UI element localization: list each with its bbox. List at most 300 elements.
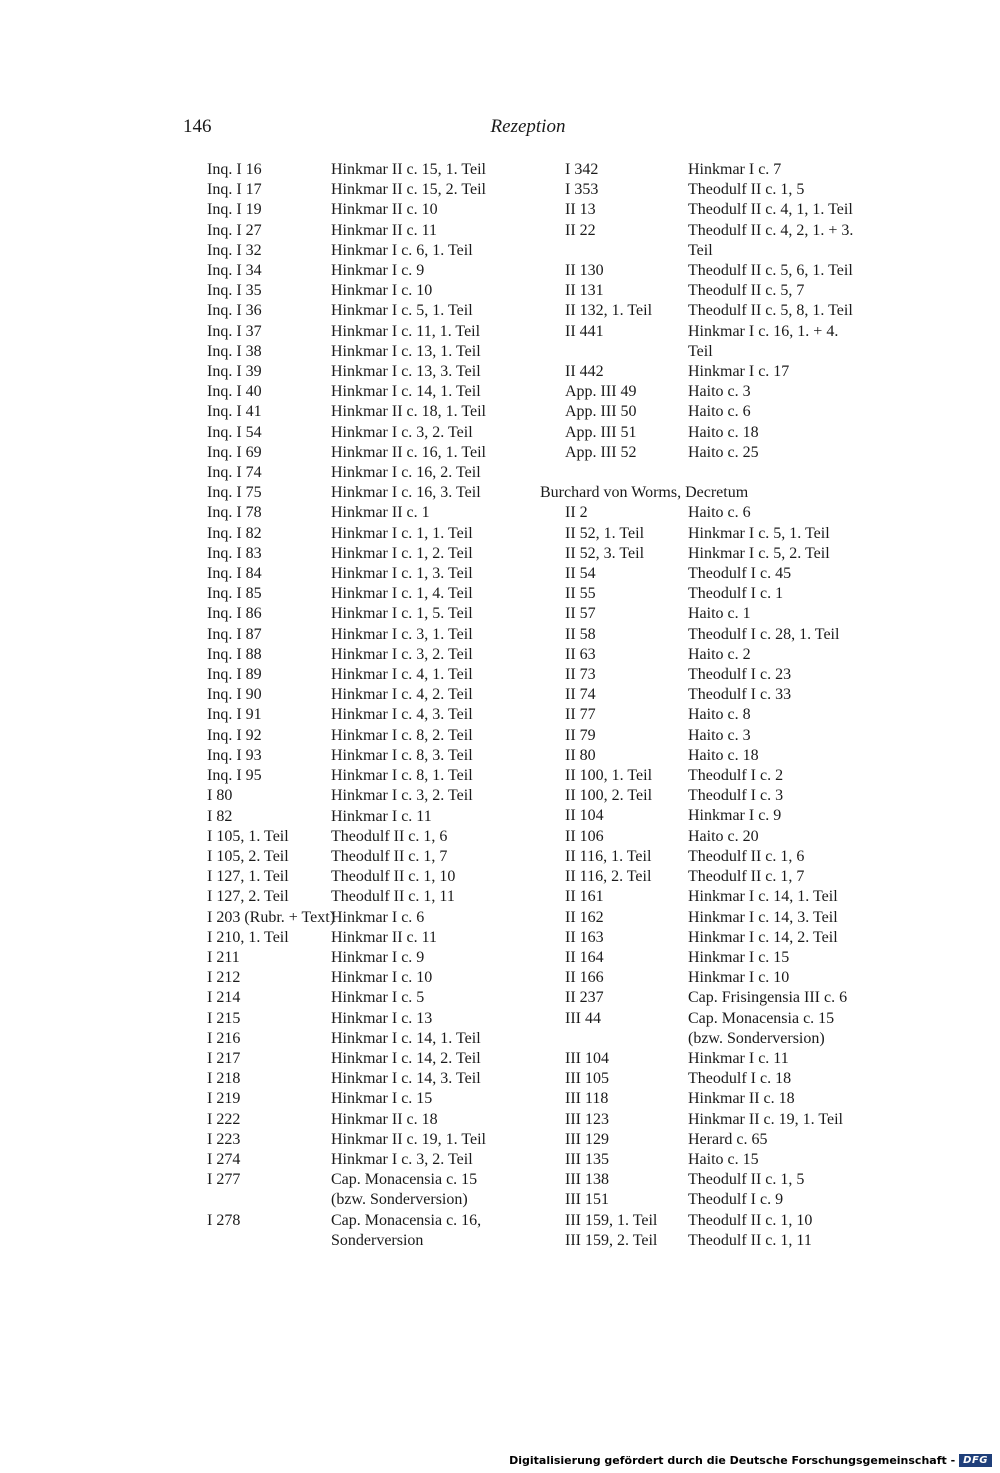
source-reference: Inq. I 90 [207,686,262,704]
source-reference: Inq. I 27 [207,221,262,239]
target-reference [688,301,876,321]
source-reference: II 237 [565,989,604,1007]
concordance-row [540,1211,880,1231]
source-reference: Inq. I 91 [207,706,262,724]
concordance-row [207,402,537,422]
target-line: Hinkmar I c. 1, 4. Teil [331,585,473,603]
target-reference [688,1049,876,1069]
target-line: Hinkmar I c. 1, 2. Teil [331,544,473,562]
target-line: Hinkmar I c. 10 [331,282,433,300]
source-reference: II 79 [565,726,596,744]
target-reference [688,786,876,806]
concordance-row [540,665,880,685]
running-title: Rezeption [490,116,566,137]
target-reference [331,746,536,766]
source-reference: III 159, 1. Teil [565,1211,658,1229]
target-reference [688,261,876,281]
source-reference: Inq. I 16 [207,161,262,178]
source-reference: II 100, 1. Teil [565,767,653,785]
concordance-row [540,180,880,200]
target-line: Haito c. 3 [688,726,751,744]
target-reference [331,1170,536,1210]
concordance-row [540,685,880,705]
concordance-row [207,908,537,928]
target-line: Hinkmar II c. 15, 2. Teil [331,181,486,199]
source-reference: Inq. I 86 [207,605,262,623]
concordance-row [540,766,880,786]
source-reference: I 82 [207,807,233,825]
source-reference: I 219 [207,1090,241,1108]
source-reference: II 162 [565,908,604,926]
target-reference [331,200,536,220]
target-line: Hinkmar I c. 11 [331,807,432,825]
source-reference: III 151 [565,1191,609,1209]
target-reference [331,847,536,867]
target-line: Hinkmar I c. 5, 1. Teil [688,524,830,542]
concordance-row [207,1089,537,1109]
target-reference [688,1130,876,1150]
target-line: Hinkmar I c. 14, 2. Teil [688,928,838,946]
target-reference [688,281,876,301]
target-line: Hinkmar I c. 16, 2. Teil [331,464,481,482]
target-line: Theodulf II c. 1, 5 [688,181,805,199]
source-reference: III 159, 2. Teil [565,1231,658,1249]
target-reference [688,200,876,220]
target-reference [331,1029,536,1049]
target-line: Hinkmar II c. 18, 1. Teil [331,403,486,421]
target-reference [688,1211,876,1231]
source-reference: Inq. I 92 [207,726,262,744]
concordance-row [540,1110,880,1130]
source-reference: II 73 [565,666,596,684]
target-line: Hinkmar I c. 11 [688,1049,789,1067]
concordance-row [540,160,880,180]
concordance-row [207,685,537,705]
source-reference: I 277 [207,1171,241,1189]
source-reference: Inq. I 40 [207,383,262,401]
target-line: Hinkmar I c. 8, 2. Teil [331,726,473,744]
target-line: Sonderversion [331,1231,424,1249]
source-reference: II 74 [565,686,596,704]
target-line: Hinkmar I c. 9 [331,948,425,966]
source-reference: III 129 [565,1130,609,1148]
target-reference [688,524,876,544]
source-reference: I 203 (Rubr. + Text) [207,908,336,926]
source-reference: Inq. I 85 [207,585,262,603]
concordance-row [540,726,880,746]
concordance-row [207,322,537,342]
target-reference [331,726,536,746]
target-reference [331,301,536,321]
target-line: Hinkmar I c. 4, 3. Teil [331,706,473,724]
target-line: Hinkmar I c. 5, 2. Teil [688,544,830,562]
target-line: Hinkmar I c. 1, 1. Teil [331,524,473,542]
target-reference [688,1069,876,1089]
target-line: Theodulf II c. 1, 5 [688,1171,805,1189]
source-reference: II 106 [565,827,604,845]
source-reference: II 80 [565,746,596,764]
concordance-row [207,746,537,766]
target-line: Theodulf II c. 1, 6 [331,827,448,845]
concordance-row [540,645,880,665]
source-reference: II 131 [565,282,604,300]
target-reference [688,1150,876,1170]
concordance-row [540,443,880,463]
target-reference [688,948,876,968]
concordance-row [207,1069,537,1089]
concordance-row [540,806,880,826]
source-reference: II 77 [565,706,596,724]
target-reference [331,564,536,584]
concordance-row [207,847,537,867]
target-reference [688,443,876,463]
target-reference [331,685,536,705]
concordance-row [207,1009,537,1029]
concordance-row [207,261,537,281]
source-reference: Inq. I 35 [207,282,262,300]
target-line: Hinkmar I c. 9 [331,262,425,280]
source-reference: I 278 [207,1211,241,1229]
concordance-row [540,1190,880,1210]
target-line: (bzw. Sonderversion) [331,1191,468,1209]
target-line: Hinkmar I c. 6 [331,908,425,926]
source-reference: II 132, 1. Teil [565,302,653,320]
target-line: Hinkmar I c. 15 [331,1090,433,1108]
target-reference [331,645,536,665]
target-reference [331,625,536,645]
source-reference: II 100, 2. Teil [565,787,653,805]
target-reference [331,887,536,907]
source-reference: II 52, 3. Teil [565,544,645,562]
source-reference: III 105 [565,1070,609,1088]
source-reference: II 63 [565,645,596,663]
concordance-row [540,261,880,281]
target-line: Hinkmar I c. 13, 1. Teil [331,342,481,360]
concordance-row [207,362,537,382]
source-reference: Inq. I 32 [207,241,262,259]
concordance-row [207,200,537,220]
concordance-row [207,948,537,968]
page-number: 146 [183,116,212,137]
target-reference [331,221,536,241]
concordance-row [540,928,880,948]
target-line: Hinkmar I c. 14, 3. Teil [688,908,838,926]
concordance-row [207,807,537,827]
target-reference [331,948,536,968]
source-reference: I 274 [207,1150,241,1168]
concordance-row [207,281,537,301]
target-line: Theodulf I c. 33 [688,686,792,704]
target-reference [331,584,536,604]
source-reference: II 161 [565,888,604,906]
target-reference [331,423,536,443]
target-reference [688,726,876,746]
target-reference [688,382,876,402]
target-line: Hinkmar I c. 14, 1. Teil [331,1029,481,1047]
source-reference: Inq. I 41 [207,403,262,421]
concordance-row [540,968,880,988]
target-line: Theodulf II c. 1, 7 [688,868,805,886]
target-reference [688,423,876,443]
footer-credit: Digitalisierung gefördert durch die Deutsche Forschungsgemeinschaft - [509,1454,956,1467]
source-reference: Inq. I 39 [207,363,262,381]
target-reference [688,645,876,665]
concordance-row [540,524,880,544]
target-reference [331,827,536,847]
target-line: Teil [688,241,713,259]
concordance-row [207,382,537,402]
source-reference: III 123 [565,1110,609,1128]
target-reference [688,847,876,867]
target-reference [331,807,536,827]
target-line: Hinkmar I c. 7 [688,161,782,178]
target-reference [688,160,876,180]
source-reference: App. III 50 [565,403,637,421]
target-line: Hinkmar II c. 11 [331,928,438,946]
concordance-row [207,968,537,988]
target-reference [688,867,876,887]
target-reference [688,604,876,624]
target-reference [688,766,876,786]
source-reference: Inq. I 37 [207,322,262,340]
concordance-row [207,463,537,483]
source-reference: II 22 [565,221,596,239]
concordance-row [540,564,880,584]
target-line: Hinkmar II c. 16, 1. Teil [331,443,486,461]
concordance-row [540,423,880,443]
target-line: Haito c. 2 [688,645,751,663]
source-reference: II 13 [565,201,596,219]
target-line: Herard c. 65 [688,1130,768,1148]
source-reference: Inq. I 88 [207,645,262,663]
source-reference: II 54 [565,565,596,583]
target-line: Hinkmar I c. 16, 3. Teil [331,484,481,502]
concordance-row [207,1130,537,1150]
concordance-row [540,1089,880,1109]
target-reference [688,221,876,261]
source-reference: I 215 [207,1009,241,1027]
concordance-row [540,362,880,382]
target-line: Theodulf II c. 1, 11 [331,888,455,906]
source-reference: Inq. I 74 [207,464,262,482]
concordance-row [540,705,880,725]
source-reference: I 223 [207,1130,241,1148]
target-line: Hinkmar I c. 3, 2. Teil [331,645,473,663]
concordance-row [207,1211,537,1251]
target-reference [688,362,876,382]
target-line: (bzw. Sonderversion) [688,1029,825,1047]
target-reference [688,928,876,948]
source-reference: II 442 [565,363,604,381]
target-line: Haito c. 18 [688,423,759,441]
source-reference: Inq. I 95 [207,767,262,785]
target-line: Hinkmar I c. 13, 3. Teil [331,363,481,381]
target-reference [331,1110,536,1130]
target-reference [688,503,876,523]
target-line: Haito c. 6 [688,504,751,522]
concordance-row [540,1009,880,1049]
target-reference [688,1009,876,1049]
target-line: Hinkmar II c. 10 [331,201,438,219]
source-reference: II 57 [565,605,596,623]
target-line: Theodulf II c. 4, 1, 1. Teil [688,201,853,219]
target-reference [688,322,876,362]
target-reference [688,564,876,584]
source-reference: I 105, 1. Teil [207,827,289,845]
target-line: Hinkmar I c. 13 [331,1009,433,1027]
target-line: Cap. Monacensia c. 15 [331,1171,478,1189]
concordance-row [540,322,880,362]
target-reference [331,342,536,362]
target-reference [331,322,536,342]
concordance-row [540,604,880,624]
target-line: Theodulf I c. 2 [688,767,784,785]
concordance-row [207,301,537,321]
target-line: Hinkmar I c. 11, 1. Teil [331,322,481,340]
target-line: Hinkmar I c. 4, 1. Teil [331,666,473,684]
target-line: Theodulf I c. 9 [688,1191,784,1209]
target-reference [331,180,536,200]
source-reference: I 105, 2. Teil [207,847,289,865]
source-reference: II 116, 1. Teil [565,847,652,865]
source-reference: III 104 [565,1049,609,1067]
target-reference [688,705,876,725]
target-reference [331,705,536,725]
concordance-row [540,625,880,645]
target-line: Hinkmar I c. 14, 1. Teil [688,888,838,906]
target-line: Hinkmar I c. 15 [688,948,790,966]
target-line: Haito c. 25 [688,443,759,461]
source-reference: II 130 [565,262,604,280]
concordance-row [207,665,537,685]
target-reference [688,968,876,988]
target-reference [331,1049,536,1069]
concordance-row [540,544,880,564]
source-reference: Inq. I 75 [207,484,262,502]
target-reference [688,908,876,928]
target-reference [331,1089,536,1109]
target-line: Hinkmar I c. 14, 3. Teil [331,1070,481,1088]
concordance-row [207,625,537,645]
source-reference: I 127, 2. Teil [207,888,289,906]
left-column [207,160,537,1251]
concordance-row [540,584,880,604]
target-reference [331,281,536,301]
target-line: Hinkmar I c. 4, 2. Teil [331,686,473,704]
concordance-row [207,180,537,200]
source-reference: Inq. I 83 [207,544,262,562]
concordance-row [540,1049,880,1069]
right-column-bottom [540,503,880,1251]
target-line: Hinkmar I c. 8, 1. Teil [331,767,473,785]
source-reference: II 104 [565,807,604,825]
target-line: Haito c. 8 [688,706,751,724]
target-line: Hinkmar II c. 18 [331,1110,438,1128]
target-line: Theodulf II c. 1, 7 [331,847,448,865]
source-reference: I 353 [565,181,599,199]
concordance-row [540,1130,880,1150]
source-reference: I 216 [207,1029,241,1047]
target-line: Theodulf I c. 28, 1. Teil [688,625,840,643]
target-line: Hinkmar II c. 19, 1. Teil [331,1130,486,1148]
target-reference [688,1231,876,1251]
source-reference: III 138 [565,1171,609,1189]
source-reference: II 2 [565,504,588,522]
concordance-row [540,382,880,402]
target-reference [688,988,876,1008]
target-reference [331,402,536,422]
source-reference: I 80 [207,787,233,805]
target-line: Hinkmar II c. 19, 1. Teil [688,1110,843,1128]
source-reference: App. III 49 [565,383,637,401]
concordance-row [540,746,880,766]
footer [509,1454,992,1467]
concordance-row [207,1110,537,1130]
target-reference [688,402,876,422]
concordance-row [540,200,880,220]
target-line: Haito c. 15 [688,1150,759,1168]
target-reference [688,665,876,685]
target-line: Cap. Frisingensia III c. 6 [688,989,848,1007]
source-reference: Inq. I 87 [207,625,262,643]
section-heading: Burchard von Worms, Decretum [540,484,749,502]
target-line: Hinkmar I c. 5, 1. Teil [331,302,473,320]
target-reference [688,887,876,907]
source-reference: I 214 [207,989,241,1007]
concordance-row [540,1231,880,1251]
target-line: Hinkmar II c. 18 [688,1090,795,1108]
source-reference: II 441 [565,322,604,340]
concordance-row [540,786,880,806]
target-line: Theodulf II c. 1, 10 [331,868,456,886]
source-reference: III 118 [565,1090,609,1108]
target-reference [331,1150,536,1170]
concordance-row [207,928,537,948]
target-reference [331,1130,536,1150]
target-reference [331,503,536,523]
concordance-row [207,503,537,523]
target-reference [331,544,536,564]
concordance-row [207,443,537,463]
concordance-row [207,483,537,503]
concordance-row [207,241,537,261]
target-line: Haito c. 3 [688,383,751,401]
concordance-row [207,604,537,624]
source-reference: Inq. I 78 [207,504,262,522]
concordance-row [207,1029,537,1049]
source-reference: I 212 [207,969,241,987]
concordance-row [540,1069,880,1089]
target-reference [331,928,536,948]
source-reference: II 164 [565,948,604,966]
concordance-row [540,827,880,847]
right-column [540,160,880,1251]
target-reference [331,786,536,806]
target-line: Theodulf II c. 1, 10 [688,1211,813,1229]
target-line: Haito c. 20 [688,827,759,845]
target-reference [331,968,536,988]
source-reference: Inq. I 19 [207,201,262,219]
concordance-row [207,1049,537,1069]
target-reference [688,1089,876,1109]
target-reference [688,1190,876,1210]
target-line: Hinkmar I c. 14, 1. Teil [331,383,481,401]
concordance-row [207,544,537,564]
target-line: Haito c. 18 [688,746,759,764]
target-reference [331,988,536,1008]
target-line: Theodulf I c. 18 [688,1070,792,1088]
source-reference: Inq. I 84 [207,565,262,583]
